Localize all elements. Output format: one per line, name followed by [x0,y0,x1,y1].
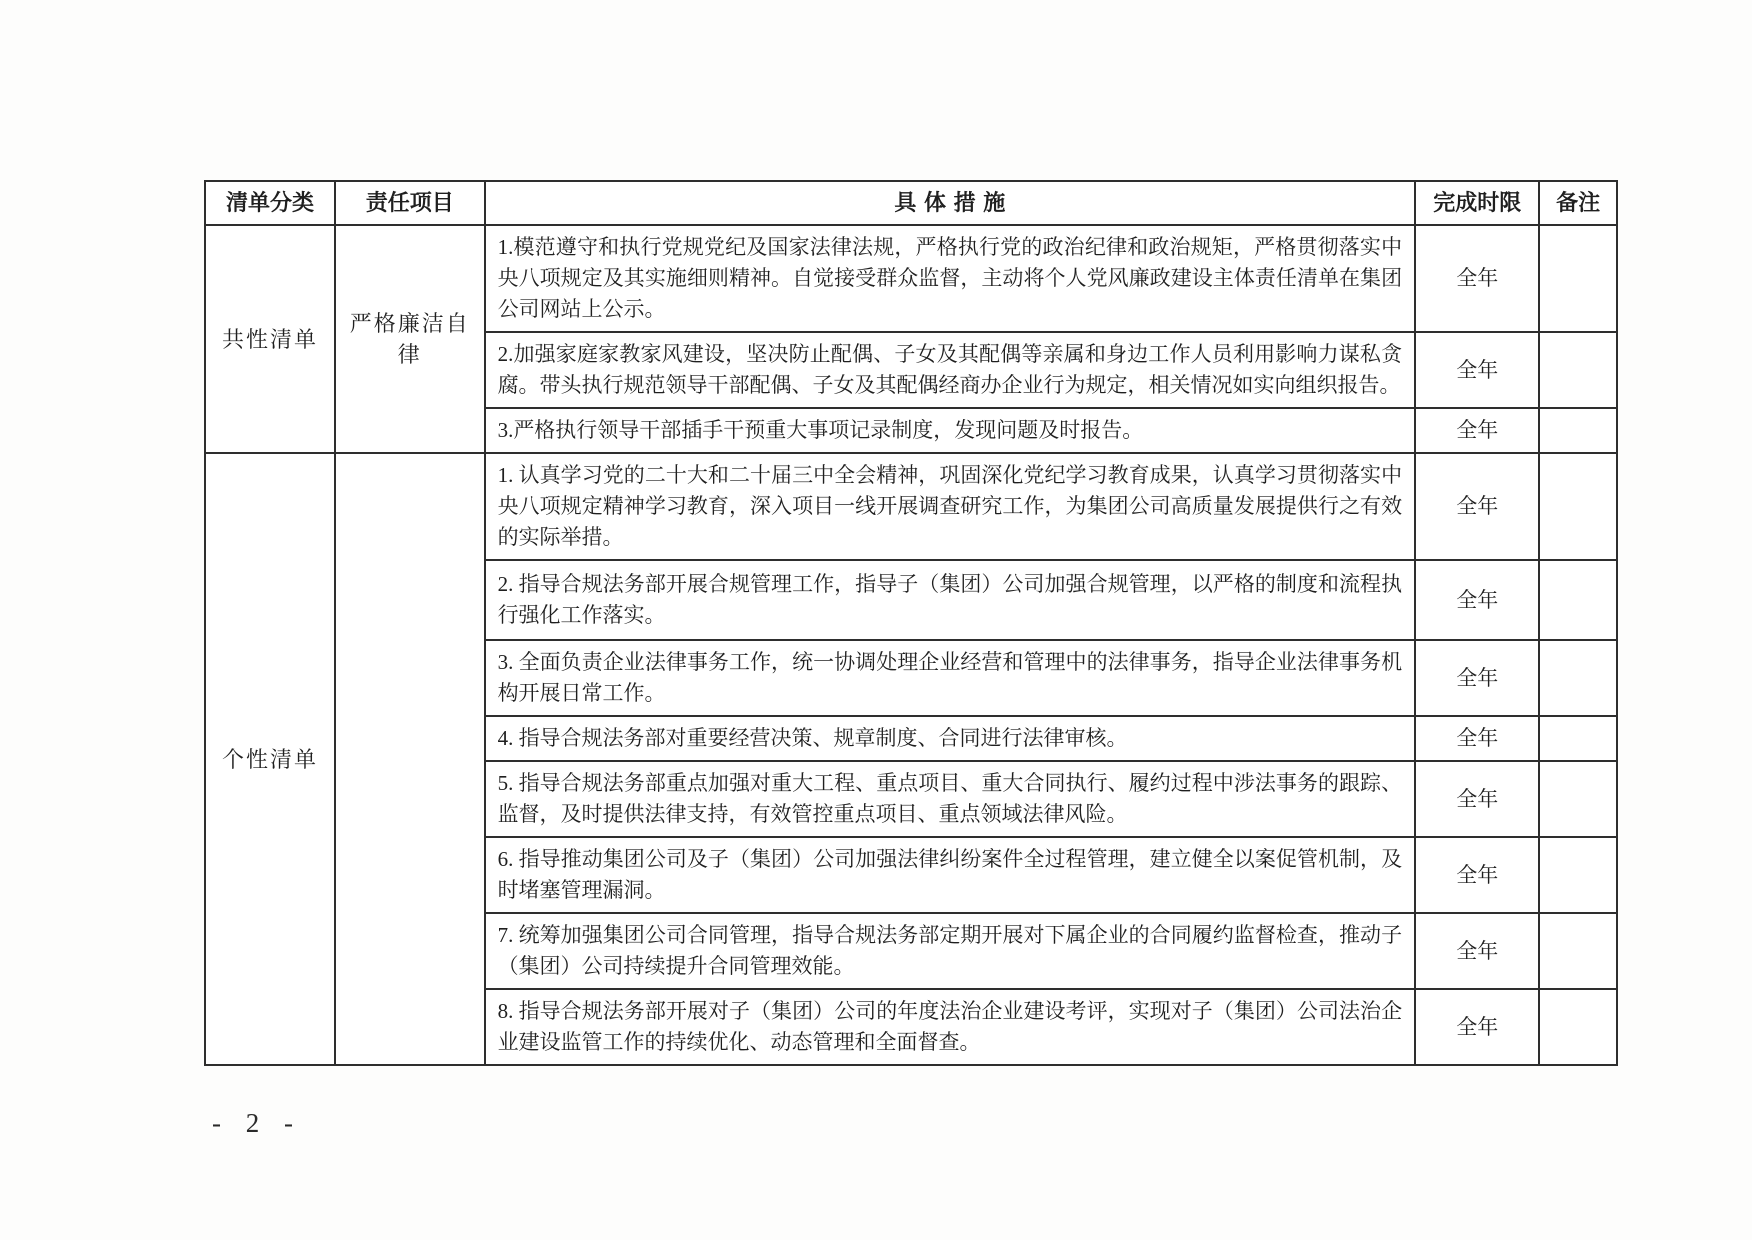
deadline-cell: 全年 [1415,560,1539,640]
measure-cell: 4. 指导合规法务部对重要经营决策、规章制度、合同进行法律审核。 [485,716,1416,761]
remark-cell [1539,332,1617,408]
deadline-cell: 全年 [1415,716,1539,761]
measure-cell: 1.模范遵守和执行党规党纪及国家法律法规，严格执行党的政治纪律和政治规矩，严格贯彻落实中央八项规定及其实施细则精神。自觉接受群众监督，主动将个人党风廉政建设主体责任清单在集团公司网站上公示。 [485,225,1416,332]
deadline-cell: 全年 [1415,640,1539,716]
remark-cell [1539,225,1617,332]
remark-cell [1539,408,1617,453]
deadline-cell: 全年 [1415,989,1539,1065]
remark-cell [1539,989,1617,1065]
header-category: 清单分类 [205,181,335,225]
deadline-cell: 全年 [1415,453,1539,560]
remark-cell [1539,640,1617,716]
deadline-cell: 全年 [1415,913,1539,989]
deadline-cell: 全年 [1415,332,1539,408]
category-cell-individual: 个性清单 [205,453,335,1065]
deadline-cell: 全年 [1415,225,1539,332]
measure-cell: 3. 全面负责企业法律事务工作，统一协调处理企业经营和管理中的法律事务，指导企业法律事务机构开展日常工作。 [485,640,1416,716]
remark-cell [1539,716,1617,761]
header-measures: 具 体 措 施 [485,181,1416,225]
measure-cell: 7. 统筹加强集团公司合同管理，指导合规法务部定期开展对下属企业的合同履约监督检查，推动子（集团）公司持续提升合同管理效能。 [485,913,1416,989]
responsibility-table [204,180,1618,1066]
measure-cell: 6. 指导推动集团公司及子（集团）公司加强法律纠纷案件全过程管理，建立健全以案促管机制，及时堵塞管理漏洞。 [485,837,1416,913]
measure-cell: 3.严格执行领导干部插手干预重大事项记录制度，发现问题及时报告。 [485,408,1416,453]
deadline-cell: 全年 [1415,761,1539,837]
measure-cell: 8. 指导合规法务部开展对子（集团）公司的年度法治企业建设考评，实现对子（集团）公司法治企业建设监管工作的持续优化、动态管理和全面督查。 [485,989,1416,1065]
deadline-cell: 全年 [1415,408,1539,453]
remark-cell [1539,453,1617,560]
measure-cell: 2.加强家庭家教家风建设，坚决防止配偶、子女及其配偶等亲属和身边工作人员利用影响力谋私贪腐。带头执行规范领导干部配偶、子女及其配偶经商办企业行为规定，相关情况如实向组织报告。 [485,332,1416,408]
measure-cell: 2. 指导合规法务部开展合规管理工作，指导子（集团）公司加强合规管理，以严格的制度和流程执行强化工作落实。 [485,560,1416,640]
category-cell-common: 共性清单 [205,225,335,453]
project-cell-individual [335,453,485,1065]
remark-cell [1539,837,1617,913]
header-deadline: 完成时限 [1415,181,1539,225]
remark-cell [1539,560,1617,640]
measure-cell: 1. 认真学习党的二十大和二十届三中全会精神，巩固深化党纪学习教育成果，认真学习贯彻落实中央八项规定精神学习教育，深入项目一线开展调查研究工作，为集团公司高质量发展提供行之有效的实际举措。 [485,453,1416,560]
project-cell-common: 严格廉洁自律 [335,225,485,453]
header-remark: 备注 [1539,181,1617,225]
deadline-cell: 全年 [1415,837,1539,913]
remark-cell [1539,761,1617,837]
page-number: - 2 - [212,1108,302,1138]
measure-cell: 5. 指导合规法务部重点加强对重大工程、重点项目、重大合同执行、履约过程中涉法事务的跟踪、监督，及时提供法律支持，有效管控重点项目、重点领域法律风险。 [485,761,1416,837]
header-project: 责任项目 [335,181,485,225]
remark-cell [1539,913,1617,989]
